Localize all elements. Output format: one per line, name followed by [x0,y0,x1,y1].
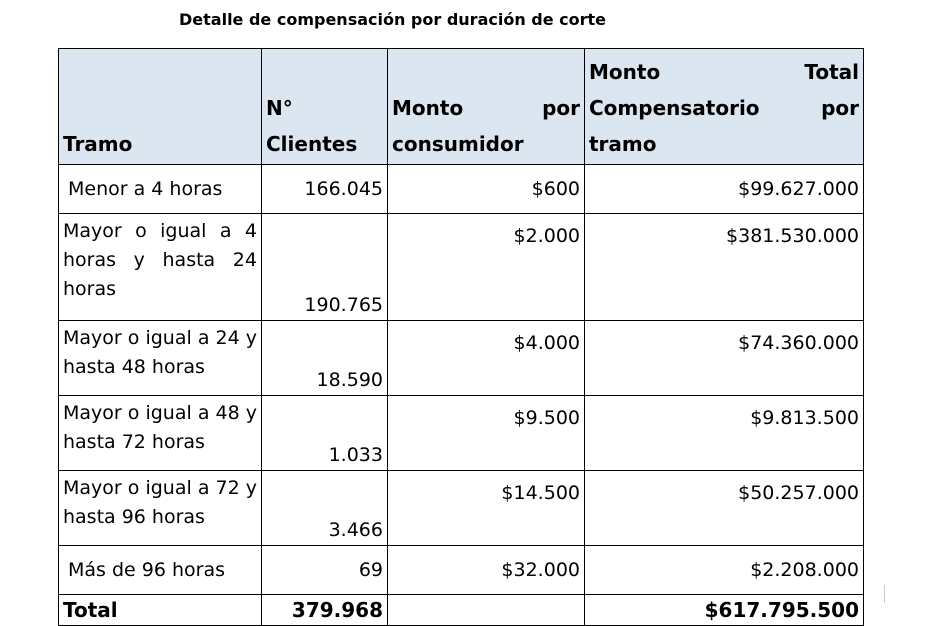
cell-clientes: 190.765 [262,214,388,321]
cell-monto: $14.500 [388,471,585,546]
header-tramo-label: Tramo [63,132,133,156]
cell-clientes: 166.045 [262,165,388,214]
header-total-line3: tramo [589,132,657,156]
total-monto [388,595,585,626]
total-clientes: 379.968 [262,595,388,626]
compensation-table [58,48,864,626]
cell-tramo: Mayor o igual a 72 y hasta 96 horas [59,471,262,546]
cell-total: $50.257.000 [585,471,864,546]
table-row [59,471,864,546]
cell-clientes: 69 [262,546,388,595]
cell-tramo: Mayor o igual a 48 y hasta 72 horas [59,396,262,471]
header-total-line1 [589,54,859,90]
header-total-word3: Compensatorio [589,96,760,120]
header-row [59,49,864,165]
cell-total: $2.208.000 [585,546,864,595]
cell-tramo: Más de 96 horas [59,546,262,595]
header-total-line2 [589,90,859,126]
table-title: Detalle de compensación por duración de corte [179,10,607,29]
header-total-word1: Monto [589,60,661,84]
cell-monto: $4.000 [388,321,585,396]
cell-monto: $2.000 [388,214,585,321]
header-clientes-line2: Clientes [266,132,358,156]
header-clientes-line1: N° [266,96,293,120]
cell-total: $9.813.500 [585,396,864,471]
header-monto-line1 [392,90,580,126]
cell-tramo: Mayor o igual a 4 horas y hasta 24 horas [59,214,262,321]
header-total-word4: por [821,96,859,120]
cell-tramo: Mayor o igual a 24 y hasta 48 horas [59,321,262,396]
total-label: Total [59,595,262,626]
total-row [59,595,864,626]
cell-clientes: 1.033 [262,396,388,471]
table-row [59,546,864,595]
cell-total: $381.530.000 [585,214,864,321]
header-total [585,49,864,165]
header-total-word2: Total [804,60,859,84]
header-monto-line2: consumidor [392,132,524,156]
header-monto-word1: Monto [392,96,464,120]
cell-monto: $32.000 [388,546,585,595]
cell-total: $99.627.000 [585,165,864,214]
header-clientes [262,49,388,165]
cell-tramo: Menor a 4 horas [59,165,262,214]
table-row [59,165,864,214]
cell-monto: $600 [388,165,585,214]
table-row [59,321,864,396]
cell-clientes: 3.466 [262,471,388,546]
table-row [59,214,864,321]
cell-monto: $9.500 [388,396,585,471]
header-tramo [59,49,262,165]
cell-total: $74.360.000 [585,321,864,396]
table-row [59,396,864,471]
header-monto-word2: por [542,96,580,120]
cell-clientes: 18.590 [262,321,388,396]
header-monto [388,49,585,165]
edge-divider [884,585,885,603]
total-compensacion: $617.795.500 [585,595,864,626]
